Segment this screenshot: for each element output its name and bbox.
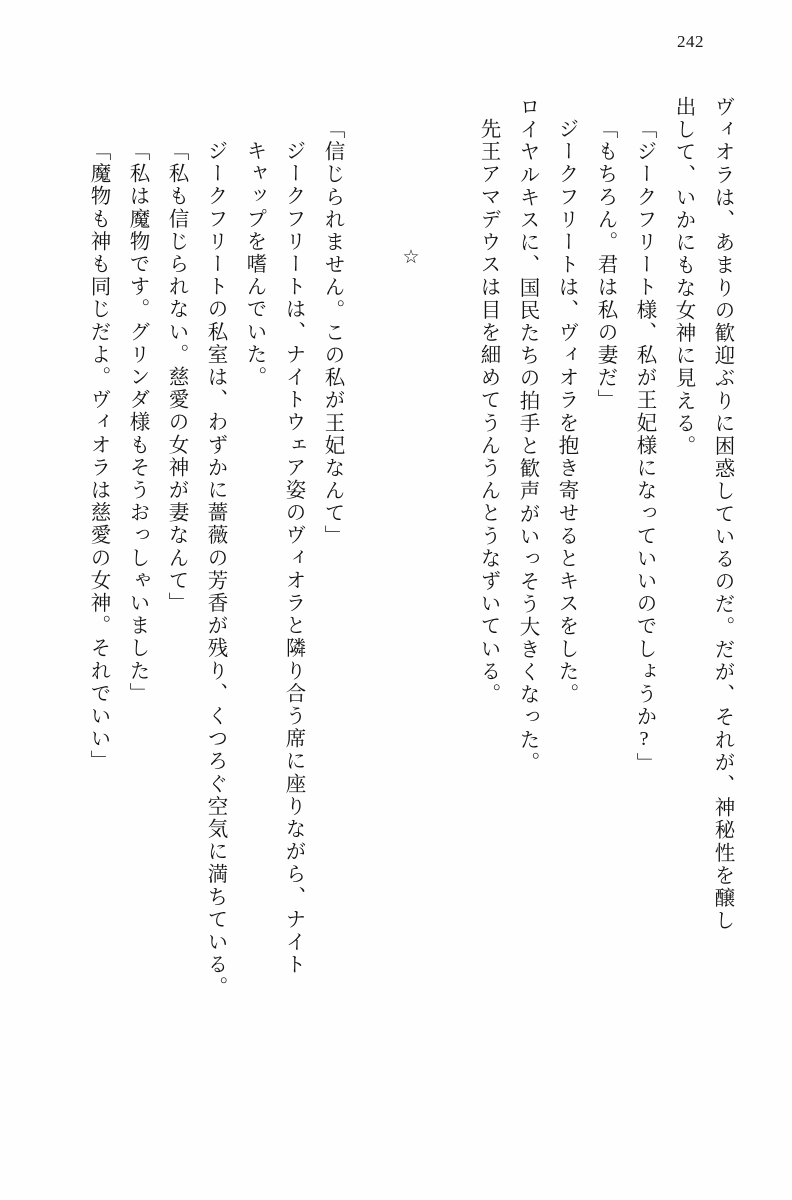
section-break-star — [381, 96, 420, 1130]
text-column: 「もちろん。君は私の妻だ」 — [594, 118, 616, 412]
text-column-blank — [420, 96, 459, 1130]
text-column: ロイヤルキスに、国民たちの拍手と歓声がいっそう大きくなった。 — [516, 96, 538, 774]
text-column: 「私は魔物です。グリンダ様もそうおっしゃいました」 — [126, 140, 148, 705]
text-column: ジークフリートの私室は、わずかに薔薇の芳香が残り、くつろぐ空気に満ちている。 — [204, 140, 226, 999]
star-icon: ☆ — [400, 246, 421, 268]
text-column: 出して、いかにもな女神に見える。 — [672, 96, 694, 458]
text-column: 先王アマデウスは目を細めてうんうんとうなずいている。 — [477, 118, 499, 706]
text-column: 「魔物も神も同じだよ。ヴィオラは慈愛の女神。それでいい」 — [87, 140, 109, 773]
text-column: 「信じられません。この私が王妃なんて」 — [321, 118, 343, 548]
text-column: 「私も信じられない。慈愛の女神が妻なんて」 — [165, 140, 187, 615]
vertical-text-block — [40, 96, 732, 1130]
text-column: 「ジークフリート様、私が王妃様になっていいのでしょうか?」 — [633, 118, 655, 775]
text-column: ヴィオラは、あまりの歓迎ぶりに困惑しているのだ。だが、それが、神秘性を醸し — [711, 96, 733, 933]
text-column: キャップを嗜んでいた。 — [243, 140, 265, 389]
text-column: ジークフリートは、ヴィオラを抱き寄せるとキスをした。 — [555, 118, 577, 706]
text-column-blank — [342, 96, 381, 1130]
text-column: ジークフリートは、ナイトウェア姿のヴィオラと隣り合う席に座りながら、ナイト — [282, 140, 304, 977]
page-number: 242 — [677, 32, 704, 51]
